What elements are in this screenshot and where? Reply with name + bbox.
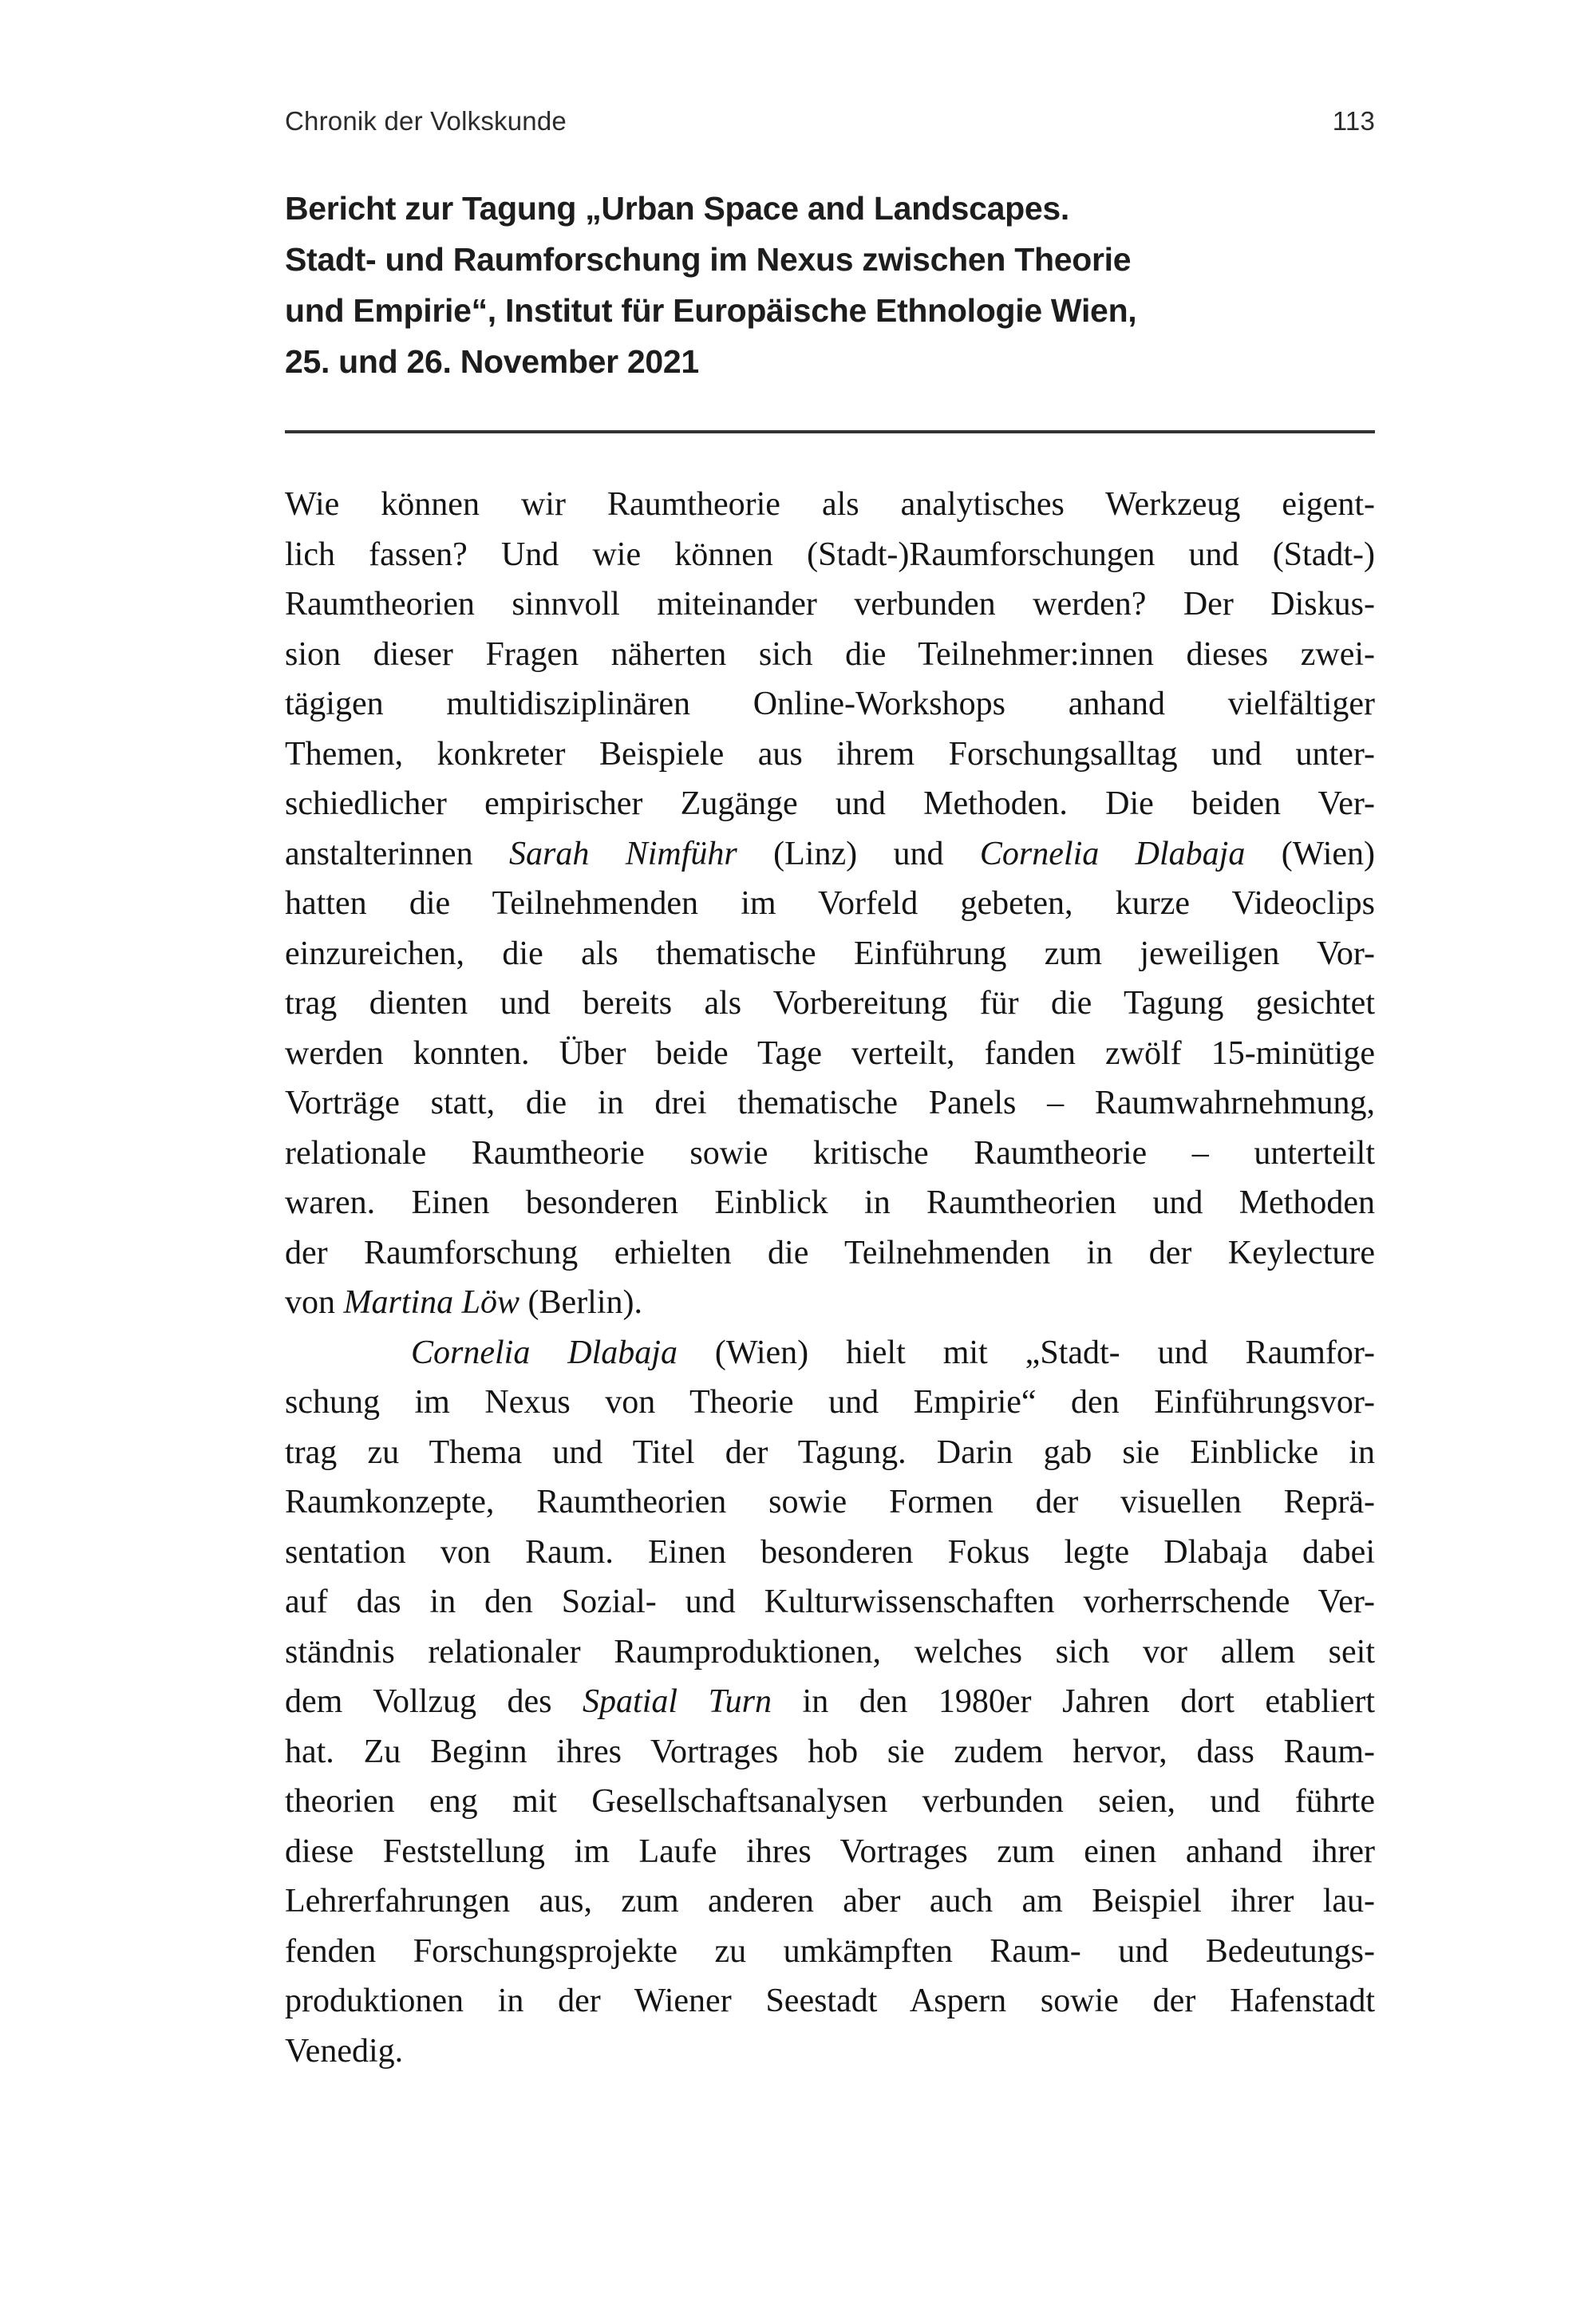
body-text-segment: Raumkonzepte, Raumtheorien sowie Formen der visuellen Reprä- xyxy=(285,1484,1375,1520)
body-text-segment: hat. Zu Beginn ihres Vortrages hob sie zudem hervor, dass Raum- xyxy=(285,1733,1375,1770)
body-text-segment: sentation von Raum. Einen besonderen Fokus legte Dlabaja dabei xyxy=(285,1533,1375,1571)
body-line xyxy=(285,1927,1375,1977)
body-line xyxy=(285,2026,1375,2077)
body-text-segment: lich fassen? Und wie können (Stadt-)Raumforschungen und (Stadt-) xyxy=(285,536,1375,573)
body-line xyxy=(285,1428,1375,1478)
body-paragraph xyxy=(285,1328,1375,2077)
body-line xyxy=(285,1528,1375,1578)
body-line xyxy=(285,879,1375,929)
body-text-segment: auf das in den Sozial- und Kulturwissenschaften vorherrschende Ver- xyxy=(285,1583,1375,1620)
body-text-segment: Spatial Turn xyxy=(583,1683,772,1720)
title-divider-rule xyxy=(285,430,1375,433)
body-text-segment: (Linz) und xyxy=(737,835,980,872)
article-title xyxy=(285,183,1375,387)
body-text-segment: Wie können wir Raumtheorie als analytisches Werkzeug eigent- xyxy=(285,486,1375,523)
body-text-segment: der Raumforschung erhielten die Teilnehmenden in der Keylecture xyxy=(285,1234,1375,1271)
body-text-segment: hatten die Teilnehmenden im Vorfeld gebeten, kurze Videoclips xyxy=(285,885,1375,922)
body-text-segment: schiedlicher empirischer Zugänge und Methoden. Die beiden Ver- xyxy=(285,785,1375,822)
body-text-segment: ständnis relationaler Raumproduktionen, welches sich vor allem seit xyxy=(285,1633,1375,1670)
body-line xyxy=(285,530,1375,580)
running-header xyxy=(285,105,1375,137)
body-line xyxy=(285,1328,1375,1378)
body-text-segment: waren. Einen besonderen Einblick in Raumtheorien und Methoden xyxy=(285,1184,1375,1221)
body-line xyxy=(285,1278,1375,1328)
body-line xyxy=(285,779,1375,829)
body-text-segment: Vorträge statt, die in drei thematische Panels – Raumwahrnehmung, xyxy=(285,1085,1375,1121)
body-line xyxy=(285,979,1375,1029)
body-text-segment: diese Feststellung im Laufe ihres Vortrages zum einen anhand ihrer xyxy=(285,1833,1375,1870)
body-text-segment: (Berlin). xyxy=(519,1284,642,1321)
body-text-segment: Lehrerfahrungen aus, zum anderen aber auch am Beispiel ihrer lau- xyxy=(285,1883,1375,1920)
body-line xyxy=(285,1677,1375,1727)
body-line xyxy=(285,1876,1375,1927)
body-line xyxy=(285,1078,1375,1129)
body-text-segment: theorien eng mit Gesellschaftsanalysen verbunden seien, und führte xyxy=(285,1783,1375,1820)
body-line xyxy=(285,480,1375,530)
body-line xyxy=(285,1777,1375,1827)
running-header-section: Chronik der Volkskunde xyxy=(285,106,567,136)
body-text-segment: (Wien) xyxy=(1245,835,1375,872)
page-number: 113 xyxy=(1332,106,1375,136)
body-line xyxy=(285,1178,1375,1228)
body-line xyxy=(285,829,1375,880)
article-title-line: Bericht zur Tagung „Urban Space and Landscapes. xyxy=(285,190,1070,227)
body-line xyxy=(285,679,1375,729)
article-title-line: und Empirie“, Institut für Europäische Ethnologie Wien, xyxy=(285,292,1137,329)
body-text-segment: fenden Forschungsprojekte zu umkämpften Raum- und Bedeutungs- xyxy=(285,1932,1375,1970)
article-body xyxy=(285,480,1375,2076)
body-line xyxy=(285,1827,1375,1877)
body-text-segment: trag zu Thema und Titel der Tagung. Darin gab sie Einblicke in xyxy=(285,1433,1375,1471)
body-line xyxy=(285,1129,1375,1179)
body-text-segment: schung im Nexus von Theorie und Empirie“ den Einführungsvor- xyxy=(285,1384,1375,1421)
body-line xyxy=(285,1378,1375,1428)
body-line xyxy=(285,1577,1375,1627)
body-text-segment: Themen, konkreter Beispiele aus ihrem Forschungsalltag und unter- xyxy=(285,735,1375,773)
body-text-segment: einzureichen, die als thematische Einführung zum jeweiligen Vor- xyxy=(285,935,1375,972)
body-text-segment: Sarah Nimführ xyxy=(508,835,737,872)
body-text-segment: relationale Raumtheorie sowie kritische Raumtheorie – unterteilt xyxy=(285,1134,1375,1172)
body-line xyxy=(285,1029,1375,1079)
body-text-segment: von xyxy=(285,1284,344,1321)
body-text-segment: dem Vollzug des xyxy=(285,1683,583,1720)
body-line xyxy=(285,579,1375,630)
body-text-segment: tägigen multidisziplinären Online-Workshops anhand vielfältiger xyxy=(285,686,1375,722)
body-text-segment: Cornelia Dlabaja xyxy=(979,835,1246,872)
body-text-segment: trag dienten und bereits als Vorbereitung für die Tagung gesichtet xyxy=(285,985,1375,1022)
body-text-segment: Raumtheorien sinnvoll miteinander verbunden werden? Der Diskus- xyxy=(285,586,1375,623)
body-text-segment: (Wien) hielt mit „Stadt- und Raumfor- xyxy=(677,1334,1375,1371)
body-text-segment: Venedig. xyxy=(285,2032,404,2070)
body-text-segment: sion dieser Fragen näherten sich die Teilnehmer:innen dieses zwei- xyxy=(285,635,1375,673)
body-line xyxy=(285,1727,1375,1777)
article-title-line: Stadt- und Raumforschung im Nexus zwischen Theorie xyxy=(285,241,1132,278)
body-text-segment: Martina Löw xyxy=(343,1284,520,1321)
article-title-line: 25. und 26. November 2021 xyxy=(285,343,699,380)
body-text-segment: produktionen in der Wiener Seestadt Aspern sowie der Hafenstadt xyxy=(285,1983,1375,2019)
body-text-segment: werden konnten. Über beide Tage verteilt, fanden zwölf 15-minütige xyxy=(285,1034,1375,1072)
body-text-segment: anstalterinnen xyxy=(285,835,509,872)
body-text-segment: in den 1980er Jahren dort etabliert xyxy=(771,1683,1375,1720)
body-line xyxy=(285,630,1375,680)
body-text-segment: Cornelia Dlabaja xyxy=(411,1334,678,1371)
body-line xyxy=(285,1976,1375,2026)
body-line xyxy=(285,1477,1375,1528)
body-line xyxy=(285,929,1375,979)
body-paragraph xyxy=(285,480,1375,1328)
body-line xyxy=(285,1228,1375,1279)
body-line xyxy=(285,1627,1375,1678)
body-line xyxy=(285,729,1375,780)
